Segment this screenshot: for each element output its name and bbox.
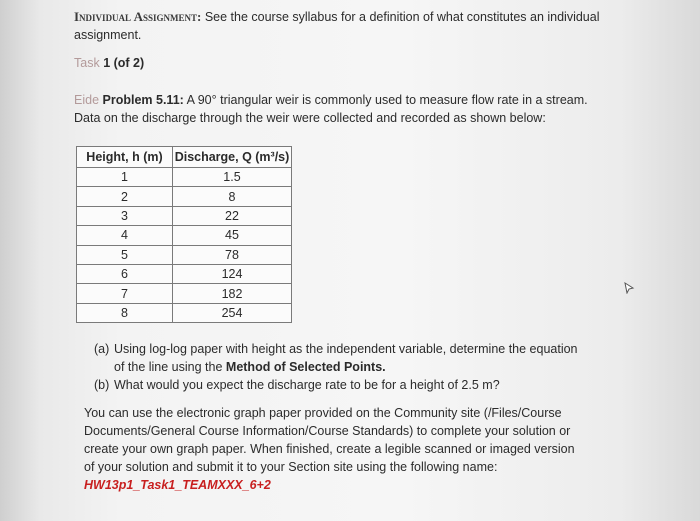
submission-filename: HW13p1_Task1_TEAMXXX_6+2 (84, 478, 271, 492)
instructions-text: You can use the electronic graph paper provided on the Community site (/Files/Course Documents/General Course Information/Course Standards) to complete your solution or create your own graph paper. When finished, create a legible scanned or imaged version of your solution and submit it to your Section site using the following name: (84, 406, 575, 474)
table-row (77, 168, 292, 187)
height-cell: 5 (77, 245, 173, 264)
assignment-note: See the course syllabus for a definition of what constitutes an individual assignment. (74, 10, 600, 42)
discharge-cell: 8 (173, 187, 292, 206)
table-row (77, 303, 292, 322)
height-cell: 4 (77, 226, 173, 245)
table-row (77, 245, 292, 264)
discharge-cell: 22 (173, 206, 292, 225)
table-row (77, 226, 292, 245)
table-header-row (77, 147, 292, 168)
discharge-cell: 1.5 (173, 168, 292, 187)
task-heading (74, 54, 144, 72)
question-a-body (114, 340, 584, 376)
question-a-method: Method of Selected Points. (225, 360, 386, 374)
table-row (77, 206, 292, 225)
question-b-label: (b) (94, 378, 110, 392)
submission-instructions (84, 404, 584, 494)
table-row (77, 284, 292, 303)
discharge-cell: 182 (173, 284, 292, 303)
data-table (76, 146, 292, 323)
height-cell: 7 (77, 284, 173, 303)
height-cell: 3 (77, 206, 173, 225)
task-prefix: Task (74, 56, 100, 70)
mouse-cursor-icon (623, 282, 635, 294)
height-cell: 1 (77, 168, 173, 187)
problem-statement (74, 91, 614, 127)
table-row (77, 187, 292, 206)
task-label: 1 (of 2) (103, 56, 145, 70)
discharge-cell: 254 (173, 303, 292, 322)
discharge-cell: 124 (173, 264, 292, 283)
assignment-title: Individual Assignment: (74, 9, 202, 24)
height-cell: 8 (77, 303, 173, 322)
question-a (94, 340, 584, 376)
question-a-label: (a) (94, 342, 110, 356)
header-discharge: Discharge, Q (m³/s) (173, 147, 292, 168)
discharge-cell: 78 (173, 245, 292, 264)
problem-text: A 90° triangular weir is commonly used to measure flow rate in a stream. Data on the discharge through the weir were collected and recorded as shown below: (74, 93, 588, 125)
question-b (94, 376, 584, 394)
problem-title: Problem 5.11: (102, 93, 184, 107)
table-row (77, 264, 292, 283)
assignment-header (74, 8, 614, 44)
discharge-cell: 45 (173, 226, 292, 245)
question-b-text: What would you expect the discharge rate to be for a height of 2.5 m? (114, 378, 500, 392)
question-a-text: Using log-log paper with height as the independent variable, determine the equation of the line using the (114, 342, 578, 374)
height-cell: 2 (77, 187, 173, 206)
question-list (94, 340, 584, 394)
header-height: Height, h (m) (77, 147, 173, 168)
problem-source: Eide (74, 93, 100, 107)
height-cell: 6 (77, 264, 173, 283)
